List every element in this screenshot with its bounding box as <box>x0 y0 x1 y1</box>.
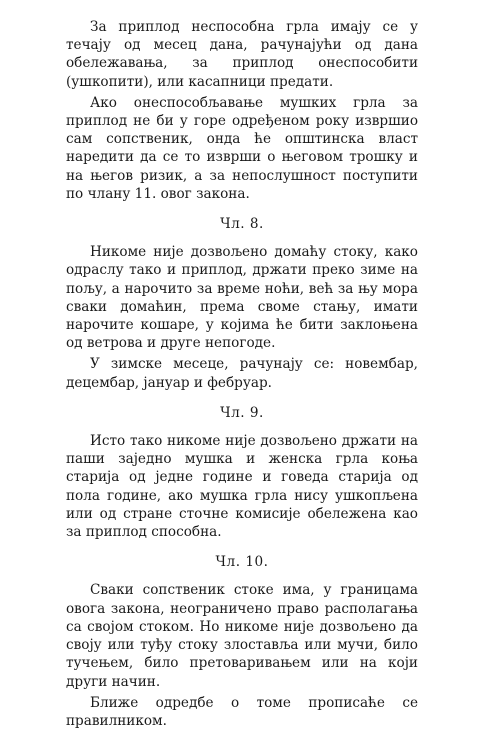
paragraph-owner-castration: Ако онеспособљавање мушких грла за приплод не би у горе одређеном року извршио сам сопственик, онда ће општинска власт наредити да се то изврши о његовом трошку и на његов ризик, а за непослушност поступити по члану 11. овог закона. <box>66 94 418 202</box>
paragraph-fitness-for-breeding: За приплод неспособна грла имају се у течају од месец дана, рачунајући од дана обележавања, за приплод онеспособити (ушкопити), или касапници предати. <box>66 19 418 90</box>
document-page <box>66 18 418 733</box>
article-heading: Чл. 8. <box>220 216 264 233</box>
article-heading: Чл. 10. <box>215 554 269 571</box>
paragraph-pasture-rules: Исто тако никоме није дозвољено држати на паши заједно мушка и женска грла коња старија од једне године и говеда старија од пола године, ако мушка грла нису ушкопљена или од стране сточне комисије обележена као за приплод способна. <box>66 433 418 541</box>
paragraph-owner-rights: Сваки сопственик стоке има, у границама овога закона, неограничено право располагања са својом стоком. Но никоме није дозвољено да своју или туђу стоку злоставља или мучи, било тучењем, било претоваривањем или на који други начин. <box>66 582 418 690</box>
section-article-10 <box>66 553 418 730</box>
paragraph-winter-shelter: Никоме није дозвољено домаћу стоку, како одраслу тако и приплод, држати преко зиме на пољу, а нарочито за време ноћи, већ за њу мора сваки домаћин, према своме стању, имати нарочите кошаре, у којима ће бити заклоњена од ветрова и друге непогоде. <box>66 244 418 352</box>
article-heading: Чл. 9. <box>220 404 264 421</box>
section-article-9 <box>66 404 418 541</box>
section-article-8 <box>66 215 418 392</box>
paragraph-winter-months: У зимске месеце, рачунају се: новембар, децембар, јануар и фебруар. <box>66 356 418 391</box>
paragraph-regulations: Ближе одредбе о томе прописаће се правилником. <box>66 694 418 729</box>
